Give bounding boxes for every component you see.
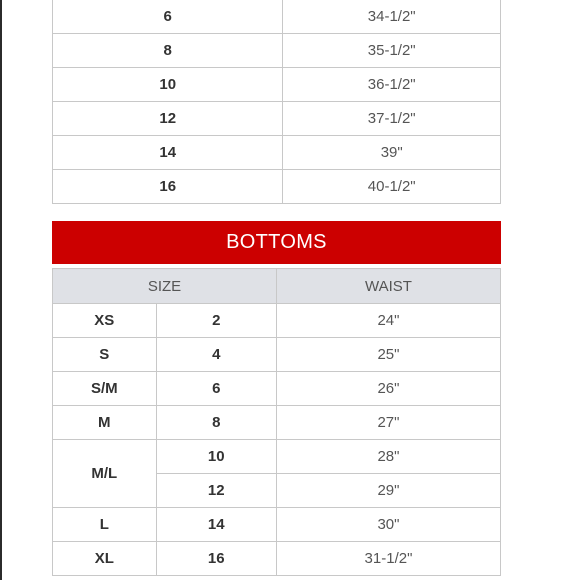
- size-column-header: SIZE: [53, 269, 277, 304]
- waist-column-header: WAIST: [276, 269, 500, 304]
- waist-cell: 31-1/2": [276, 542, 500, 576]
- size-cell: 10: [53, 68, 283, 102]
- size-cell: 8: [53, 34, 283, 68]
- size-label-cell: M/L: [53, 440, 157, 508]
- table-row: [53, 170, 501, 204]
- size-label-cell: S/M: [53, 372, 157, 406]
- tops-size-table: [52, 0, 501, 204]
- bottoms-size-table: [52, 268, 501, 576]
- table-row: [53, 542, 501, 576]
- size-label-cell: L: [53, 508, 157, 542]
- bottoms-title-banner: BOTTOMS: [52, 221, 501, 264]
- size-cell: 14: [53, 136, 283, 170]
- table-row: [53, 68, 501, 102]
- size-label-cell: M: [53, 406, 157, 440]
- table-row: [53, 0, 501, 34]
- measure-cell: 40-1/2": [283, 170, 501, 204]
- size-label-cell: XS: [53, 304, 157, 338]
- size-number-cell: 8: [156, 406, 276, 440]
- size-cell: 6: [53, 0, 283, 34]
- size-number-cell: 12: [156, 474, 276, 508]
- measure-cell: 35-1/2": [283, 34, 501, 68]
- size-number-cell: 16: [156, 542, 276, 576]
- size-number-cell: 14: [156, 508, 276, 542]
- size-label-cell: XL: [53, 542, 157, 576]
- size-cell: 12: [53, 102, 283, 136]
- left-edge-divider: [0, 0, 2, 580]
- table-row: [53, 508, 501, 542]
- table-row: [53, 136, 501, 170]
- measure-cell: 39": [283, 136, 501, 170]
- measure-cell: 36-1/2": [283, 68, 501, 102]
- size-number-cell: 4: [156, 338, 276, 372]
- table-row: [53, 440, 501, 474]
- size-number-cell: 10: [156, 440, 276, 474]
- waist-cell: 26": [276, 372, 500, 406]
- waist-cell: 25": [276, 338, 500, 372]
- table-row: [53, 406, 501, 440]
- size-label-cell: S: [53, 338, 157, 372]
- waist-cell: 28": [276, 440, 500, 474]
- waist-cell: 29": [276, 474, 500, 508]
- size-cell: 16: [53, 170, 283, 204]
- waist-cell: 27": [276, 406, 500, 440]
- table-header-row: [53, 269, 501, 304]
- waist-cell: 24": [276, 304, 500, 338]
- table-row: [53, 338, 501, 372]
- table-row: [53, 102, 501, 136]
- waist-cell: 30": [276, 508, 500, 542]
- size-number-cell: 6: [156, 372, 276, 406]
- table-row: [53, 304, 501, 338]
- table-row: [53, 34, 501, 68]
- measure-cell: 34-1/2": [283, 0, 501, 34]
- measure-cell: 37-1/2": [283, 102, 501, 136]
- table-row: [53, 372, 501, 406]
- size-number-cell: 2: [156, 304, 276, 338]
